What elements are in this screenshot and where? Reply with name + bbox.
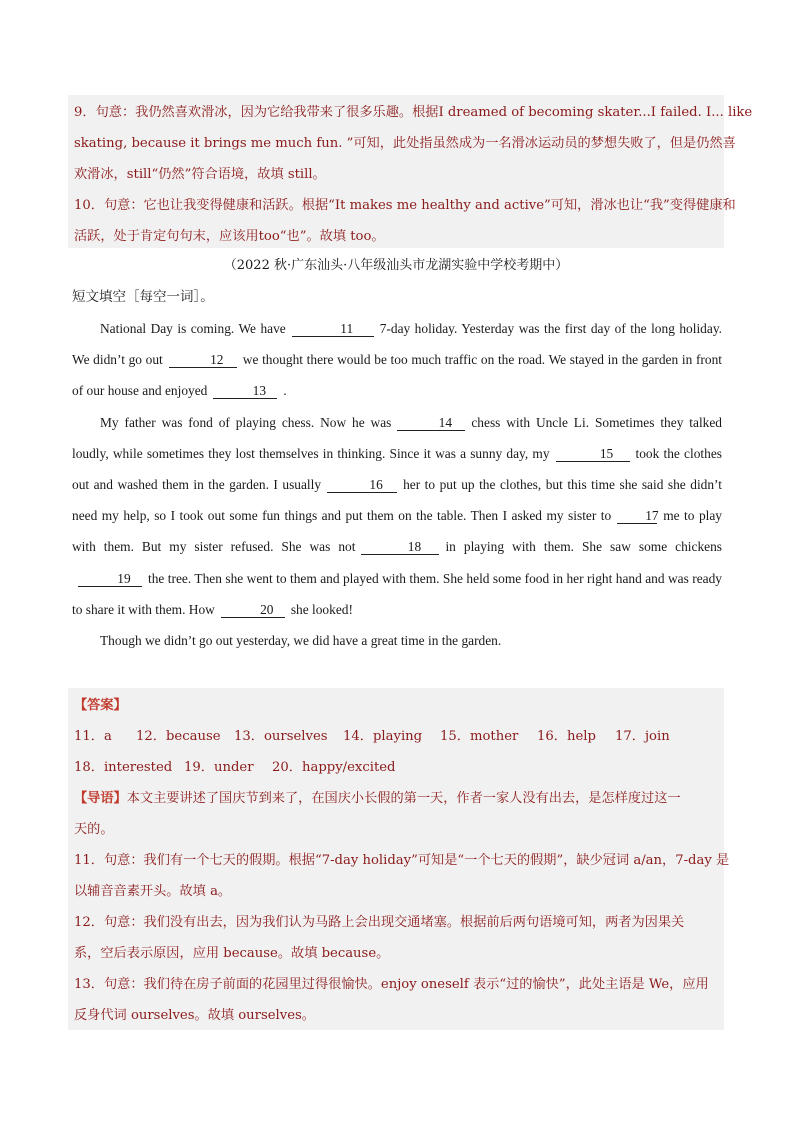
source-note: （2022 秋·广东汕头·八年级汕头市龙湖实验中学校考期中） [223,258,569,273]
explanation-line: 以辅音音素开头。故填 a。 [74,884,232,899]
explanation-line: 反身代词 ourselves。故填 ourselves。 [74,1008,315,1023]
blank-15: 15 [556,446,630,462]
answer-item: 13．ourselves [234,729,328,744]
blank-17: 17 [617,508,657,524]
top-explanation-box [68,95,753,248]
answer-box [68,688,730,1030]
blank-16: 16 [327,477,397,493]
blank-14: 14 [397,415,465,431]
instruction: 短文填空［每空一词］。 [72,289,214,305]
explanation-line: 13．句意：我们待在房子前面的花园里过得很愉快。enjoy oneself 表示“过的愉快”，此处主语是 We，应用 [74,977,709,992]
blank-19: 19 [78,571,142,587]
answer-row-2 [74,752,718,783]
passage [72,313,722,625]
answer-row-1 [74,721,718,752]
explanation-line: 10．句意：它也让我变得健康和活跃。根据“It makes me healthy and active”可知，滑冰也让“我”变得健康和 [74,198,736,213]
blank-12: 12 [169,352,237,368]
answer-item: 15．mother [440,729,519,744]
explanation-line: 11．句意：我们有一个七天的假期。根据“7-day holiday”可知是“一个七天的假期”，缺少冠词 a/an，7-day 是 [74,853,730,868]
guide-line: 【导语】本文主要讲述了国庆节到来了，在国庆小长假的第一天，作者一家人没有出去，是怎样度过这一 [74,791,681,806]
answer-item: 16．help [537,729,596,744]
answer-item: 18．interested [74,760,173,775]
explanation-line: 系，空后表示原因，应用 because。故填 because。 [74,946,390,961]
answer-item: 12．because [136,729,221,744]
blank-13: 13 [213,383,277,399]
answer-item: 20．happy/excited [272,760,396,775]
passage-paragraph-2: My father was fond of playing chess. Now he was 14 chess with Uncle Li. Sometimes they talked loudly, while sometimes they lost themselves in thinking. Since it was a sunny day, my 15 took the clothes out and washed them in the garden. I usually 16 her to put up the clothes, but this time she said she didn’t need my help, so I took out some fun things and put them on the table. Then I asked my sister to 17 me to play with them. But my sister refused. She was not 18 in playing with them. She saw some chickens19 the tree. Then she went to them and played with them. She held some food in her right hand and was ready to share it with them. How 20 she looked! [72,414,722,617]
blank-18: 18 [361,539,439,555]
explanation-line: skating, because it brings me much fun. ”可知，此处指虽然成为一名滑冰运动员的梦想失败了，但是仍然喜 [74,136,736,151]
blank-20: 20 [221,602,285,618]
answer-item: 11．a [74,729,112,744]
passage-paragraph-1: National Day is coming. We have 11 7-day holiday. Yesterday was the first day of the long holiday. We didn’t go out 12 we thought there would be too much traffic on the road. We stayed in the garden in front of our house and enjoyed 13 . [72,321,722,399]
guide-line: 天的。 [74,822,114,837]
explanation-line: 活跃，处于肯定句句末，应该用too“也”。故填 too。 [74,229,385,244]
passage-closing: Though we didn’t go out yesterday, we did have a great time in the garden. [100,633,502,648]
answer-heading: 【答案】 [74,698,127,713]
answer-item: 17．join [615,729,670,744]
explanation-line: 12．句意：我们没有出去，因为我们认为马路上会出现交通堵塞。根据前后两句语境可知，两者为因果关 [74,915,685,930]
answer-item: 14．playing [343,729,423,744]
explanation-line: 9．句意：我仍然喜欢滑冰，因为它给我带来了很多乐趣。根据I dreamed of becoming skater...I failed. I... like [74,105,753,120]
explanation-line: 欢滑冰，still“仍然”符合语境，故填 still。 [74,167,326,182]
answer-item: 19．under [184,760,254,775]
guide-label: 【导语】 [74,791,127,806]
blank-11: 11 [292,321,374,337]
